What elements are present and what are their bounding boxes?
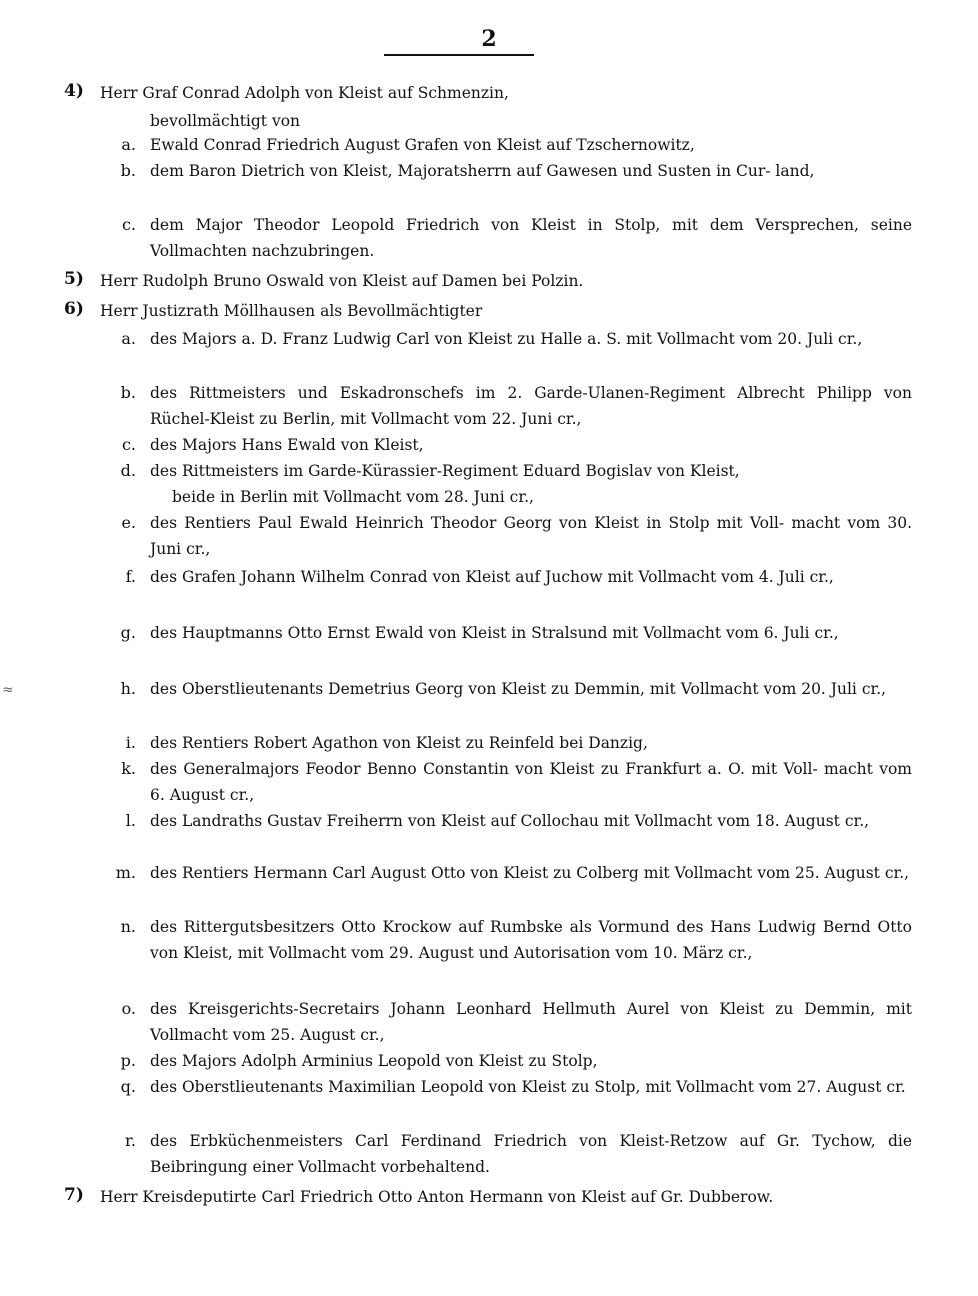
entry-text: des Hauptmanns xyxy=(150,624,288,642)
margin-annotation: ≈ xyxy=(2,682,14,698)
person-name: Hans Ludwig Bernd Otto von Kleist, xyxy=(150,918,912,962)
entry-text: Freiherrn xyxy=(321,812,408,830)
entry-text: in Stolp mit Voll- macht vom 30. Juni cr., xyxy=(150,514,912,558)
item-letter: i. xyxy=(125,733,136,752)
item-letter: c. xyxy=(121,215,136,234)
entry-text-block xyxy=(150,860,912,886)
entry-text: Herr Justizrath Möllhausen als Bevollmächtigter xyxy=(100,302,483,320)
person-name: Carl Friedrich Otto Anton Hermann von Kleist xyxy=(261,1188,626,1206)
entry-line xyxy=(150,458,912,484)
item-number: 6) xyxy=(64,299,84,319)
entry-text-block xyxy=(150,326,912,352)
entry-text: zu Frankfurt a. O. mit Voll- macht vom 6. August cr., xyxy=(150,760,912,804)
entry-text-block xyxy=(150,676,912,702)
item-letter: k. xyxy=(121,759,136,778)
item-number: 4) xyxy=(64,81,84,101)
person-name: Paul Ewald Heinrich Theodor Georg von Kleist xyxy=(258,514,640,532)
entry-text: auf Collochau mit Vollmacht vom 18. August cr., xyxy=(485,812,870,830)
entry-text: des Majors xyxy=(150,436,242,454)
entry-text: auf Gr. Dubberow. xyxy=(625,1188,774,1206)
entry-text: des Oberstlieutenants xyxy=(150,680,329,698)
item-number: 5) xyxy=(64,269,84,289)
entry-text: dem Baron xyxy=(150,162,242,180)
entry-text: mit Vollmacht vom 29. August und Autorisation vom 10. März cr., xyxy=(232,944,753,962)
entry-text-block xyxy=(150,158,912,184)
person-name: von Kleist xyxy=(407,812,486,830)
person-name: Conrad Adolph von Kleist xyxy=(182,84,383,102)
entry-text-block xyxy=(150,564,912,590)
entry-text-block xyxy=(150,380,912,432)
person-name: von Kleist xyxy=(463,136,542,154)
person-name: Dietrich von Kleist, xyxy=(241,162,393,180)
entry-text: auf Gr. Tychow, die Beibringung einer Vollmacht vorbehaltend. xyxy=(150,1132,912,1176)
entry-line xyxy=(150,108,850,134)
person-name: Johann Wilhelm Conrad von Kleist xyxy=(240,568,511,586)
person-name: Albrecht Philipp von Rüchel-Kleist xyxy=(150,384,912,428)
person-name: Demetrius Georg von Kleist xyxy=(328,680,547,698)
entry-text: in Stolp, mit dem Versprechen, seine Vollmachten nachzubringen. xyxy=(150,216,913,260)
item-letter: f. xyxy=(125,567,136,586)
person-name: Franz Ludwig Carl von Kleist xyxy=(282,330,513,348)
entry-text: bevollmächtigt von xyxy=(150,112,301,130)
entry-text: Herr Graf xyxy=(100,84,183,102)
entry-text-block xyxy=(100,298,880,324)
entry-text: auf Damen bei Polzin. xyxy=(406,272,584,290)
entry-text: zu Halle a. S. mit Vollmacht vom 20. Juli cr., xyxy=(512,330,863,348)
entry-text: des Rentiers xyxy=(150,864,254,882)
entry-text: des Rentiers xyxy=(150,734,254,752)
item-letter: q. xyxy=(120,1077,136,1096)
person-name: Otto Ernst Ewald von Kleist xyxy=(287,624,507,642)
entry-text: des Oberstlieutenants xyxy=(150,1078,329,1096)
item-letter: b. xyxy=(120,161,136,180)
entry-text-block xyxy=(150,132,910,158)
person-name: Robert Agathon von Kleist xyxy=(253,734,461,752)
entry-text-block xyxy=(150,432,910,458)
entry-text: des Rittmeisters im Garde-Kürassier-Regiment xyxy=(150,462,523,480)
entry-text: des Majors xyxy=(150,1052,242,1070)
item-letter: a. xyxy=(121,135,136,154)
entry-text: des Rentiers xyxy=(150,514,259,532)
entry-text-block xyxy=(150,914,912,966)
entry-text: auf Juchow mit Vollmacht vom 4. Juli cr., xyxy=(510,568,834,586)
person-name: Ewald Conrad Friedrich August xyxy=(150,136,400,154)
entry-text-block xyxy=(150,1048,912,1074)
entry-text: zu Stolp, mit Vollmacht vom 27. August cr. xyxy=(566,1078,906,1096)
entry-text-block xyxy=(150,620,912,646)
person-name: Eduard Bogislav von Kleist, xyxy=(522,462,740,480)
person-name: Adolph Arminius Leopold von Kleist xyxy=(241,1052,524,1070)
item-letter: b. xyxy=(120,383,136,402)
entry-text: zu Stolp, xyxy=(523,1052,598,1070)
entry-text: des Majors a. D. xyxy=(150,330,283,348)
entry-text: auf Tzschernowitz, xyxy=(541,136,695,154)
entry-text: Majoratsherrn auf Gawesen und Susten in Cur- land, xyxy=(392,162,815,180)
entry-text-block xyxy=(150,756,912,808)
entry-text: des Grafen xyxy=(150,568,241,586)
entry-text: des Kreisgerichts-Secretairs xyxy=(150,1000,391,1018)
entry-text-block xyxy=(150,808,912,834)
item-letter: a. xyxy=(121,329,136,348)
entry-text-block xyxy=(150,730,912,756)
entry-text-block xyxy=(150,212,912,264)
person-name: Johann Leonhard Hellmuth Aurel von Kleist xyxy=(390,1000,765,1018)
item-number: 7) xyxy=(64,1185,84,1205)
entry-text: Herr xyxy=(100,272,143,290)
entry-text: zu Demmin, mit Vollmacht vom 20. Juli cr., xyxy=(546,680,887,698)
entry-text: zu Colberg mit Vollmacht vom 25. August cr., xyxy=(548,864,910,882)
entry-text: zu Reinfeld bei Danzig, xyxy=(460,734,648,752)
entry-text-block xyxy=(150,1128,912,1180)
entry-text-block xyxy=(150,510,912,562)
person-name: Hermann Carl August Otto von Kleist xyxy=(253,864,549,882)
entry-text: dem Major xyxy=(150,216,255,234)
entry-line xyxy=(172,484,872,510)
entry-text: in Stralsund mit Vollmacht vom 6. Juli cr., xyxy=(506,624,839,642)
item-letter: r. xyxy=(125,1131,136,1150)
entry-line xyxy=(100,80,860,106)
entry-text: des Landraths xyxy=(150,812,268,830)
entry-text: auf Schmenzin, xyxy=(382,84,509,102)
entry-text: zu Berlin, mit Vollmacht vom 22. Juni cr., xyxy=(254,410,582,428)
item-letter: h. xyxy=(120,679,136,698)
item-letter: e. xyxy=(121,513,136,532)
entry-text-block xyxy=(100,1184,900,1210)
person-name: Feodor Benno Constantin von Kleist xyxy=(305,760,595,778)
item-letter: o. xyxy=(121,999,136,1018)
entry-text: zu Demmin, mit Vollmacht vom 25. August cr., xyxy=(150,1000,912,1044)
entry-text-block xyxy=(150,996,912,1048)
person-name: Theodor Leopold Friedrich von Kleist xyxy=(254,216,576,234)
item-letter: p. xyxy=(120,1051,136,1070)
entry-text: des Erbküchenmeisters xyxy=(150,1132,356,1150)
entry-text: des Rittergutsbesitzers Otto Krockow auf Rumbske als Vormund des xyxy=(150,918,711,936)
entry-text: beide in Berlin mit Vollmacht vom 28. Juni cr., xyxy=(172,488,534,506)
item-letter: g. xyxy=(120,623,136,642)
page-number: 2 xyxy=(481,26,497,52)
person-name: Rudolph Bruno Oswald von Kleist xyxy=(142,272,407,290)
entry-text: des Rittmeisters und Eskadronschefs im 2. Garde-Ulanen-Regiment xyxy=(150,384,738,402)
item-letter: l. xyxy=(125,811,136,830)
item-letter: d. xyxy=(120,461,136,480)
entry-text: Herr Kreisdeputirte xyxy=(100,1188,262,1206)
entry-text: Grafen xyxy=(399,136,464,154)
person-name: Carl Ferdinand Friedrich von Kleist-Retzow xyxy=(355,1132,728,1150)
person-name: Gustav xyxy=(267,812,322,830)
person-name: Hans Ewald von Kleist, xyxy=(241,436,424,454)
item-letter: n. xyxy=(120,917,136,936)
person-name: Maximilian Leopold von Kleist xyxy=(328,1078,567,1096)
entry-text-block xyxy=(150,1074,912,1100)
entry-text-block xyxy=(100,268,880,294)
entry-text: des Generalmajors xyxy=(150,760,306,778)
item-letter: m. xyxy=(115,863,136,882)
item-letter: c. xyxy=(121,435,136,454)
